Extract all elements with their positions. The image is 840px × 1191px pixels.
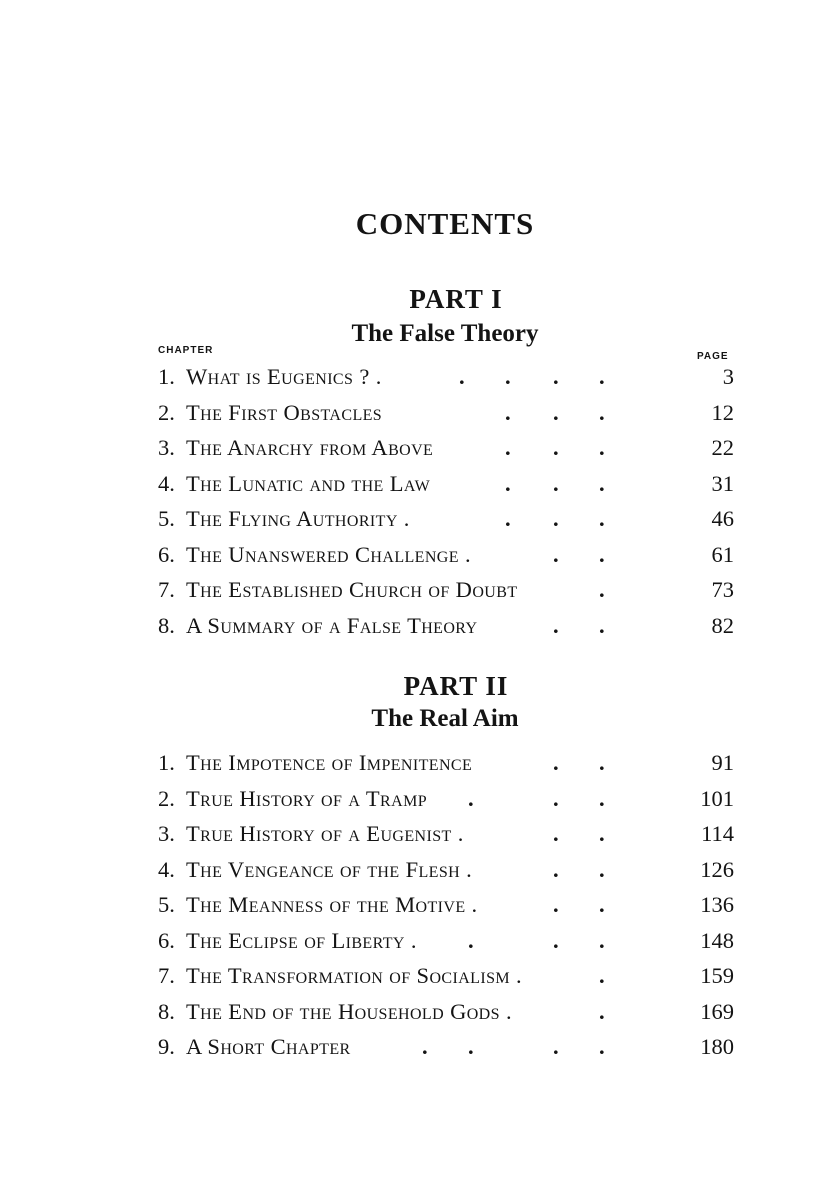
- chapter-number: 8.: [158, 612, 175, 638]
- page-number: 159: [700, 963, 734, 988]
- toc-entry: [158, 538, 734, 572]
- toc-entry: [158, 431, 734, 465]
- chapter-number: 7.: [158, 963, 175, 988]
- leader-dot: .: [599, 541, 605, 567]
- toc-entry: [158, 1030, 734, 1064]
- leader-dot: .: [599, 963, 605, 988]
- chapter-number: 6.: [158, 541, 175, 567]
- chapter-title: The Unanswered Challenge .: [186, 541, 471, 567]
- page-number: 180: [700, 1034, 734, 1059]
- chapter-title: The Established Church of Doubt: [186, 577, 518, 602]
- chapter-number: 3.: [158, 821, 175, 846]
- page-number: 148: [700, 927, 734, 953]
- page-number: 169: [700, 998, 734, 1024]
- toc-entry: [158, 782, 734, 816]
- page-column-label: PAGE: [697, 351, 729, 362]
- toc-entry: [158, 396, 734, 430]
- leader-dot: .: [553, 612, 559, 638]
- leader-dot: .: [505, 364, 511, 389]
- page-number: 136: [700, 892, 734, 917]
- leader-dot: .: [599, 856, 605, 882]
- leader-dot: .: [553, 364, 559, 389]
- toc-entry: [158, 888, 734, 922]
- chapter-title: A Summary of a False Theory: [186, 612, 478, 638]
- leader-dot: .: [599, 821, 605, 846]
- leader-dot: .: [553, 470, 559, 496]
- leader-dot: .: [553, 1034, 559, 1059]
- page-number: 73: [711, 577, 734, 602]
- chapter-number: 3.: [158, 435, 175, 460]
- leader-dot: .: [553, 506, 559, 531]
- leader-dot: .: [599, 364, 605, 389]
- toc-entry: [158, 502, 734, 536]
- toc-entry: [158, 609, 734, 643]
- leader-dot: .: [599, 927, 605, 953]
- toc-entry: [158, 573, 734, 607]
- page-number: 101: [700, 785, 734, 811]
- leader-dot: .: [599, 998, 605, 1024]
- toc-entry: [158, 924, 734, 958]
- leader-dot: .: [599, 612, 605, 638]
- chapter-title: The Transformation of Socialism .: [186, 963, 523, 988]
- leader-dot: .: [553, 750, 559, 775]
- leader-dot: .: [553, 927, 559, 953]
- chapter-number: 8.: [158, 998, 175, 1024]
- toc-entry: [158, 853, 734, 887]
- leader-dot: .: [422, 1034, 428, 1059]
- page-number: 114: [701, 821, 734, 846]
- page-number: 91: [711, 750, 734, 775]
- part-2-heading: PART II: [403, 671, 509, 701]
- part-1-subtitle: The False Theory: [351, 320, 539, 347]
- chapter-title: True History of a Tramp: [186, 785, 427, 811]
- leader-dot: .: [599, 892, 605, 917]
- part-1-heading: PART I: [409, 284, 503, 314]
- leader-dot: .: [553, 541, 559, 567]
- chapter-title: The Flying Authority .: [186, 506, 410, 531]
- chapter-title: The Vengeance of the Flesh .: [186, 856, 473, 882]
- leader-dot: .: [553, 399, 559, 425]
- leader-dot: .: [599, 399, 605, 425]
- leader-dot: .: [599, 506, 605, 531]
- chapter-number: 1.: [158, 750, 175, 775]
- leader-dot: .: [468, 927, 474, 953]
- leader-dot: .: [505, 506, 511, 531]
- chapter-number: 5.: [158, 892, 175, 917]
- chapter-title: The Meanness of the Motive .: [186, 892, 478, 917]
- chapter-title: The First Obstacles: [186, 399, 383, 425]
- leader-dot: .: [553, 892, 559, 917]
- chapter-title: The Anarchy from Above: [186, 435, 434, 460]
- chapter-title: The Lunatic and the Law: [186, 470, 431, 496]
- toc-entry: [158, 467, 734, 501]
- leader-dot: .: [599, 435, 605, 460]
- leader-dot: .: [553, 785, 559, 811]
- leader-dot: .: [553, 821, 559, 846]
- leader-dot: .: [505, 399, 511, 425]
- chapter-number: 5.: [158, 506, 175, 531]
- chapter-number: 2.: [158, 785, 175, 811]
- toc-entry: [158, 995, 734, 1029]
- page-number: 126: [700, 856, 734, 882]
- page-number: 46: [711, 506, 734, 531]
- leader-dot: .: [599, 1034, 605, 1059]
- chapter-column-label: CHAPTER: [158, 345, 214, 356]
- leader-dot: .: [505, 470, 511, 496]
- leader-dot: .: [599, 750, 605, 775]
- part-2-subtitle: The Real Aim: [371, 705, 519, 732]
- toc-entry: [158, 360, 734, 394]
- page-title: CONTENTS: [355, 206, 535, 241]
- page-number: 31: [711, 470, 734, 496]
- leader-dot: .: [459, 364, 465, 389]
- chapter-title: The Impotence of Impenitence: [186, 750, 473, 775]
- chapter-number: 7.: [158, 577, 175, 602]
- leader-dot: .: [553, 856, 559, 882]
- chapter-title: True History of a Eugenist .: [186, 821, 464, 846]
- chapter-title: The End of the Household Gods .: [186, 998, 512, 1024]
- chapter-number: 9.: [158, 1034, 175, 1059]
- chapter-title: What is Eugenics ? .: [186, 364, 382, 389]
- chapter-title: The Eclipse of Liberty .: [186, 927, 417, 953]
- leader-dot: .: [599, 577, 605, 602]
- page-number: 3: [722, 364, 734, 389]
- chapter-number: 6.: [158, 927, 175, 953]
- chapter-number: 4.: [158, 856, 175, 882]
- leader-dot: .: [553, 435, 559, 460]
- chapter-title: A Short Chapter: [186, 1034, 351, 1059]
- chapter-number: 1.: [158, 364, 175, 389]
- toc-entry: [158, 817, 734, 851]
- leader-dot: .: [505, 435, 511, 460]
- page-number: 82: [711, 612, 734, 638]
- leader-dot: .: [599, 470, 605, 496]
- page-number: 22: [711, 435, 734, 460]
- leader-dot: .: [468, 785, 474, 811]
- leader-dot: .: [599, 785, 605, 811]
- page-number: 61: [711, 541, 734, 567]
- toc-entry: [158, 959, 734, 993]
- chapter-number: 2.: [158, 399, 175, 425]
- chapter-number: 4.: [158, 470, 175, 496]
- page-number: 12: [711, 399, 734, 425]
- leader-dot: .: [468, 1034, 474, 1059]
- toc-entry: [158, 746, 734, 780]
